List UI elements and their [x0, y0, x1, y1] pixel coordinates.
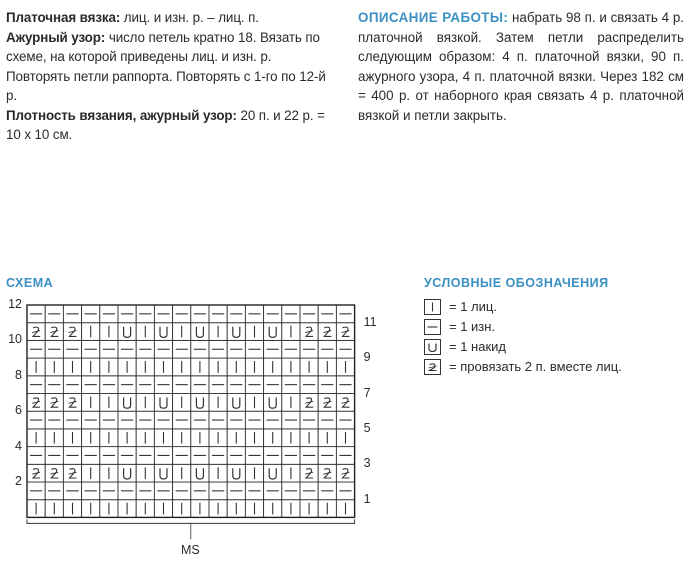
chart-cell-p — [282, 340, 300, 358]
lace-heading: Ажурный узор: — [6, 29, 106, 45]
chart-cell-p — [245, 305, 263, 323]
chart-cell-k — [209, 464, 227, 482]
chart-cell-p — [45, 447, 63, 465]
chart-cell-k — [136, 464, 154, 482]
chart-cell-p — [264, 411, 282, 429]
chart-cell-u — [191, 394, 209, 412]
chart-cell-k2 — [300, 323, 318, 341]
chart-cell-k — [173, 394, 191, 412]
chart-cell-k — [45, 358, 63, 376]
chart-cell-p — [136, 482, 154, 500]
chart-cell-k — [264, 429, 282, 447]
chart-cell-k — [136, 323, 154, 341]
repeat-bracket-line — [27, 519, 355, 523]
chart-cell-k — [209, 500, 227, 518]
chart-cell-p — [282, 411, 300, 429]
chart-cell-p — [282, 376, 300, 394]
chart-cell-u — [154, 323, 172, 341]
row-number: 7 — [363, 385, 371, 400]
chart-cell-p — [336, 482, 354, 500]
chart-cell-p — [63, 447, 81, 465]
row-number: 6 — [15, 403, 22, 418]
legend-item-text: = 1 лиц. — [449, 299, 497, 314]
chart-cell-k — [27, 500, 45, 518]
chart-cell-p — [100, 447, 118, 465]
chart-cell-p — [191, 376, 209, 394]
chart-cell-p — [264, 305, 282, 323]
chart-cell-k — [82, 500, 100, 518]
chart-cell-k — [300, 358, 318, 376]
chart-cell-k2 — [318, 394, 336, 412]
chart-cell-u — [118, 323, 136, 341]
chart-cell-k — [282, 394, 300, 412]
chart-cell-p — [318, 447, 336, 465]
chart-cell-k — [318, 500, 336, 518]
chart-cell-u — [227, 464, 245, 482]
chart-cell-p — [336, 447, 354, 465]
chart-cell-p — [245, 376, 263, 394]
legend-item-k — [424, 297, 497, 316]
chart-cell-k2 — [27, 394, 45, 412]
chart-cell-p — [300, 447, 318, 465]
chart-cell-p — [118, 411, 136, 429]
chart-cell-k — [264, 500, 282, 518]
row-number: 5 — [363, 420, 371, 435]
chart-cell-k — [136, 500, 154, 518]
chart-cell-k — [227, 429, 245, 447]
chart-cell-p — [154, 482, 172, 500]
chart-cell-p — [336, 411, 354, 429]
chart-cell-p — [136, 340, 154, 358]
chart-cell-p — [318, 340, 336, 358]
chart-cell-k — [245, 464, 263, 482]
chart-cell-p — [209, 447, 227, 465]
chart-cell-u — [227, 394, 245, 412]
chart-cell-p — [118, 376, 136, 394]
chart-cell-p — [63, 305, 81, 323]
chart-cell-k — [82, 429, 100, 447]
chart-cell-k — [100, 429, 118, 447]
row-number: 2 — [15, 474, 22, 488]
chart-cell-u — [154, 394, 172, 412]
chart-cell-p — [173, 482, 191, 500]
chart-cell-k — [227, 500, 245, 518]
chart-cell-p — [227, 376, 245, 394]
chart-cell-p — [154, 411, 172, 429]
chart-cell-k — [282, 323, 300, 341]
chart-cell-k — [82, 323, 100, 341]
chart-cell-k — [100, 358, 118, 376]
chart-cell-k — [173, 358, 191, 376]
chart-cell-p — [245, 411, 263, 429]
chart-cell-k — [209, 429, 227, 447]
chart-cell-k — [318, 358, 336, 376]
chart-cell-p — [45, 340, 63, 358]
chart-cell-p — [63, 482, 81, 500]
chart-cell-k — [118, 500, 136, 518]
chart-cell-k — [45, 500, 63, 518]
chart-cell-p — [209, 376, 227, 394]
chart-cell-k — [100, 323, 118, 341]
chart-cell-k — [82, 464, 100, 482]
legend-symbol-icon — [424, 319, 441, 335]
chart-cell-k — [100, 394, 118, 412]
chart-cell-p — [336, 305, 354, 323]
chart-cell-k2 — [300, 464, 318, 482]
chart-cell-p — [82, 411, 100, 429]
chart-cell-k2 — [63, 323, 81, 341]
chart-cell-k — [209, 394, 227, 412]
chart-cell-p — [318, 376, 336, 394]
chart-cell-k — [245, 500, 263, 518]
chart-cell-k2 — [300, 394, 318, 412]
chart-cell-p — [82, 447, 100, 465]
chart-cell-k — [173, 500, 191, 518]
chart-cell-p — [82, 305, 100, 323]
chart-cell-k — [227, 358, 245, 376]
stockinette-text: лиц. и изн. р. – лиц. п. — [120, 10, 259, 25]
chart-cell-p — [300, 340, 318, 358]
chart-cell-k — [63, 358, 81, 376]
chart-cell-p — [154, 376, 172, 394]
chart-cell-k — [282, 358, 300, 376]
chart-cell-p — [136, 447, 154, 465]
chart-cell-p — [27, 447, 45, 465]
chart-cell-p — [318, 411, 336, 429]
chart-cell-p — [209, 411, 227, 429]
repeat-bracket — [27, 519, 355, 539]
row-number: 4 — [15, 438, 22, 453]
chart-cell-p — [45, 411, 63, 429]
legend-item-p — [424, 317, 495, 336]
chart-cell-k — [136, 358, 154, 376]
chart-cell-k — [282, 500, 300, 518]
chart-cell-k2 — [336, 323, 354, 341]
chart-cell-u — [118, 464, 136, 482]
chart-cell-p — [191, 340, 209, 358]
chart-cell-p — [63, 411, 81, 429]
chart-cell-k2 — [27, 464, 45, 482]
row-number: 3 — [363, 456, 371, 471]
chart-cell-p — [245, 482, 263, 500]
chart-cell-p — [209, 340, 227, 358]
chart-cell-p — [173, 376, 191, 394]
chart-cell-p — [300, 376, 318, 394]
chart-cell-p — [154, 305, 172, 323]
gauge-heading: Плотность вязания, ажурный узор: — [6, 107, 237, 123]
row-number: 10 — [8, 332, 22, 347]
chart-cell-p — [227, 482, 245, 500]
chart-cell-p — [136, 305, 154, 323]
chart-cell-p — [300, 482, 318, 500]
chart-cell-k2 — [45, 394, 63, 412]
legend-item-text: = 1 накид — [449, 339, 506, 354]
chart-cell-k — [154, 358, 172, 376]
chart-cell-u — [264, 394, 282, 412]
chart-cell-k — [282, 464, 300, 482]
chart-cell-p — [191, 482, 209, 500]
chart-cell-k — [209, 358, 227, 376]
chart-cell-p — [318, 305, 336, 323]
chart-cell-k — [191, 500, 209, 518]
chart-cell-p — [173, 305, 191, 323]
work-heading: ОПИСАНИЕ РАБОТЫ: — [358, 10, 509, 25]
chart-cell-k — [27, 429, 45, 447]
lace-text: число петель кратно 18. Вязать по схеме, на которой приведены лиц. и изн. р. Повторять петли раппорта. Повторять с 1-го по 12-й р. — [6, 29, 326, 103]
repeat-label: MS — [181, 543, 200, 557]
chart-cell-p — [136, 376, 154, 394]
chart-cell-k — [191, 429, 209, 447]
chart-cell-p — [264, 340, 282, 358]
chart-cell-p — [227, 447, 245, 465]
chart-cell-p — [227, 340, 245, 358]
chart-cell-k — [154, 500, 172, 518]
chart-cell-p — [173, 340, 191, 358]
legend-symbol-icon — [424, 339, 441, 355]
chart-cell-p — [227, 411, 245, 429]
chart-cell-k2 — [336, 394, 354, 412]
chart-cell-p — [336, 340, 354, 358]
chart-cell-u — [118, 394, 136, 412]
chart-cell-k — [191, 358, 209, 376]
chart-cell-p — [45, 376, 63, 394]
chart-cell-p — [209, 482, 227, 500]
chart-cell-k2 — [27, 323, 45, 341]
chart-cell-p — [191, 305, 209, 323]
stockinette-heading: Платочная вязка: — [6, 10, 121, 25]
chart-cell-p — [264, 376, 282, 394]
chart-cell-p — [264, 482, 282, 500]
chart-cell-p — [82, 340, 100, 358]
chart-cell-p — [100, 482, 118, 500]
schema-title: СХЕМА — [6, 276, 54, 290]
chart-cell-k — [136, 394, 154, 412]
row-number: 8 — [15, 367, 22, 382]
chart-cell-p — [27, 376, 45, 394]
chart-cell-k — [300, 500, 318, 518]
legend-item-text: = 1 изн. — [449, 319, 496, 334]
chart-cell-p — [45, 482, 63, 500]
chart-cell-k — [82, 394, 100, 412]
chart-cell-p — [63, 340, 81, 358]
chart-cell-p — [136, 411, 154, 429]
chart-cell-k — [63, 500, 81, 518]
chart-cell-k — [63, 429, 81, 447]
chart-cell-k — [264, 358, 282, 376]
chart-cell-k — [82, 358, 100, 376]
chart-cell-p — [27, 482, 45, 500]
legend-item-u — [424, 337, 506, 356]
chart-cell-p — [209, 305, 227, 323]
chart-cell-p — [227, 305, 245, 323]
chart-cell-k — [245, 358, 263, 376]
chart-cell-p — [154, 447, 172, 465]
chart-cell-k — [336, 429, 354, 447]
legend-symbol-icon — [424, 359, 441, 375]
chart-cell-k — [245, 394, 263, 412]
chart-cell-p — [191, 447, 209, 465]
chart-cell-k — [209, 323, 227, 341]
chart-cell-k — [336, 500, 354, 518]
chart-cell-k — [282, 429, 300, 447]
chart-cell-p — [63, 376, 81, 394]
legend-title: УСЛОВНЫЕ ОБОЗНАЧЕНИЯ — [424, 276, 609, 290]
chart-cell-p — [118, 447, 136, 465]
chart-cell-p — [100, 411, 118, 429]
chart-cell-k — [118, 429, 136, 447]
chart-cell-p — [264, 447, 282, 465]
chart-cell-p — [191, 411, 209, 429]
chart-cell-k — [27, 358, 45, 376]
chart-cell-p — [282, 447, 300, 465]
chart-cell-k2 — [45, 323, 63, 341]
chart-cell-p — [118, 482, 136, 500]
row-number: 11 — [363, 314, 377, 329]
chart-cell-k — [173, 323, 191, 341]
row-number: 12 — [8, 297, 22, 311]
chart-cell-p — [100, 305, 118, 323]
chart-cell-u — [264, 323, 282, 341]
chart-cell-u — [191, 464, 209, 482]
chart-cell-u — [227, 323, 245, 341]
chart-cell-p — [300, 411, 318, 429]
legend-item-k2 — [424, 357, 622, 376]
chart-cell-p — [82, 482, 100, 500]
chart-cell-k2 — [45, 464, 63, 482]
legend-item-text: = провязать 2 п. вместе лиц. — [449, 359, 622, 374]
chart-cell-p — [282, 305, 300, 323]
chart-cell-k — [245, 323, 263, 341]
chart-cell-k2 — [63, 394, 81, 412]
chart-cell-p — [82, 376, 100, 394]
chart-cell-k — [136, 429, 154, 447]
chart-cell-u — [264, 464, 282, 482]
chart-cell-p — [118, 340, 136, 358]
chart-cell-k — [336, 358, 354, 376]
chart-cell-p — [300, 305, 318, 323]
chart-cell-k — [100, 500, 118, 518]
legend-symbol-icon — [424, 299, 441, 315]
chart-cell-p — [336, 376, 354, 394]
chart-cell-p — [282, 482, 300, 500]
chart-cell-k2 — [336, 464, 354, 482]
row-number: 1 — [363, 491, 371, 506]
chart-cell-p — [245, 447, 263, 465]
chart-cell-k2 — [318, 464, 336, 482]
chart-cell-k2 — [318, 323, 336, 341]
chart-cell-p — [118, 305, 136, 323]
chart-cell-p — [100, 340, 118, 358]
chart-cell-p — [27, 340, 45, 358]
chart-cell-k — [154, 429, 172, 447]
chart-cell-p — [154, 340, 172, 358]
chart-grid — [27, 305, 355, 517]
chart-cell-k — [318, 429, 336, 447]
chart-cell-p — [245, 340, 263, 358]
chart-cell-k — [118, 358, 136, 376]
chart-cell-p — [45, 305, 63, 323]
chart-cell-p — [173, 447, 191, 465]
chart-cell-k — [100, 464, 118, 482]
chart-cell-p — [27, 411, 45, 429]
work-text: набрать 98 п. и связать 4 р. платочной вязкой. Затем петли распределить следующим образом: 4 п. платочной вязки, 90 п. ажурного узора, 4 п. платочной вязки. Через 182 см = 400 р. от наборного края связать 4 р. платочной вязкой и петли закрыть. — [358, 10, 684, 123]
chart-cell-p — [318, 482, 336, 500]
row-number: 9 — [363, 350, 371, 365]
chart-cell-p — [100, 376, 118, 394]
chart-cell-u — [154, 464, 172, 482]
chart-cell-k — [245, 429, 263, 447]
chart-cell-k — [300, 429, 318, 447]
chart-cell-k2 — [63, 464, 81, 482]
gauge-text: 20 п. и 22 р. = 10 х 10 см. — [6, 107, 325, 142]
chart-cell-k — [173, 429, 191, 447]
chart-cell-u — [191, 323, 209, 341]
chart-cell-k — [173, 464, 191, 482]
chart-cell-p — [173, 411, 191, 429]
chart-cell-p — [27, 305, 45, 323]
chart-cell-k — [45, 429, 63, 447]
